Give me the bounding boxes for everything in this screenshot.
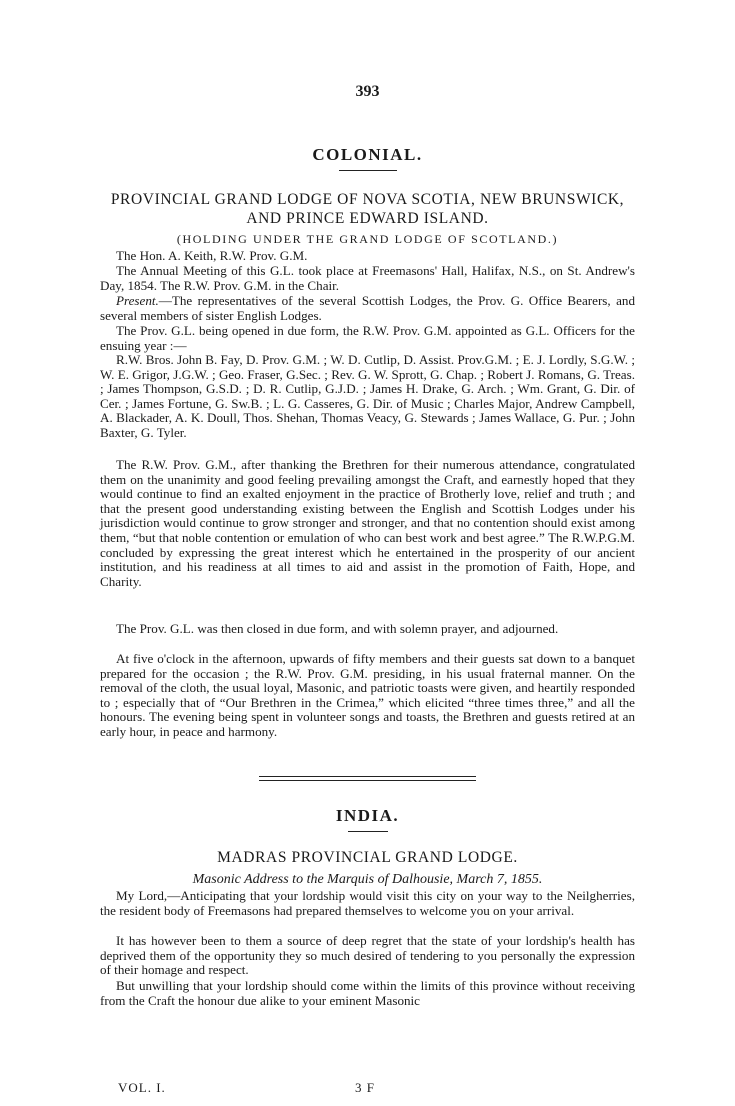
section-divider — [259, 776, 476, 777]
paragraph: The Annual Meeting of this G.L. took place at Freemasons' Hall, Halifax, N.S., on St. Andrew's Day, 1854. The R.W. Prov. G.M. in the Chair. — [100, 263, 635, 293]
section-divider — [259, 780, 476, 781]
lodge-heading: PROVINCIAL GRAND LODGE OF NOVA SCOTIA, NEW BRUNSWICK, AND PRINCE EDWARD ISLAND. — [110, 191, 625, 227]
address-subheading: Masonic Address to the Marquis of Dalhousie, March 7, 1855. — [192, 872, 543, 887]
paragraph: It has however been to them a source of deep regret that the state of your lordship's health has deprived them of the opportunity they so much desired of tendering to you personally the expression of their homage and respect. — [100, 933, 635, 978]
volume-label: VOL. I. — [118, 1080, 166, 1095]
section-title-india: INDIA. — [335, 806, 400, 825]
signature-mark: 3 F — [355, 1080, 375, 1095]
title-rule — [339, 170, 397, 171]
madras-heading: MADRAS PROVINCIAL GRAND LODGE. — [217, 849, 518, 866]
officers-list: R.W. Bros. John B. Fay, D. Prov. G.M. ; W. D. Cutlip, D. Assist. Prov.G.M. ; E. J. Lordly, S.G.W. ; W. E. Grigor, J.G.W. ; Geo. Fraser, G.Sec. ; Rev. G. W. Sprott, G. Chap. ; Robert J. Romans, G. Treas. ; James Thompson, G.S.D. ; D. R. Cutlip, G.J.D. ; James H. Drake, G. Arch. ; Wm. Grant, G. Dir. of Cer. ; James Fortune, G. Sw.B. ; L. G. Casseres, G. Dir. of Music ; Charles Major, Andrew Campbell, A. Blackader, A. K. Doull, Thos. Shehan, Thomas Veacy, G. Stewards ; James Wallace, G. Pur. ; John Baxter, G. Tyler. — [100, 352, 635, 440]
lodge-subheading: (HOLDING UNDER THE GRAND LODGE OF SCOTLAND.) — [176, 232, 559, 246]
paragraph: But unwilling that your lordship should come within the limits of this province without receiving from the Craft the honour due alike to your eminent Masonic — [100, 978, 635, 1008]
page-number: 393 — [355, 83, 380, 100]
paragraph: The Prov. G.L. being opened in due form, the R.W. Prov. G.M. appointed as G.L. Officers for the ensuing year :— — [100, 323, 635, 353]
present-label: Present. — [116, 293, 159, 308]
paragraph: My Lord,—Anticipating that your lordship would visit this city on your way to the Neilgherries, the resident body of Freemasons had prepared themselves to welcome you on your arrival. — [100, 888, 635, 918]
paragraph: The Prov. G.L. was then closed in due form, and with solemn prayer, and adjourned. — [116, 621, 559, 636]
paragraph: At five o'clock in the afternoon, upwards of fifty members and their guests sat down to a banquet prepared for the occasion ; the R.W. Prov. G.M. presiding, in his usual fraternal manner. On the removal of the cloth, the usual loyal, Masonic, and patriotic toasts were given, and heartily responded to ; especially that of “Our Brethren in the Crimea,” which elicited “three times three,” and all the honours. The evening being spent in volunteer songs and toasts, the Brethren and guests retired at an early hour, in peace and harmony. — [100, 651, 635, 739]
paragraph: The R.W. Prov. G.M., after thanking the Brethren for their numerous attendance, congratulated them on the unanimity and good feeling prevailing amongst the Craft, and earnestly hoped that they would continue to find an exalted enjoyment in the practice of Brotherly love, relief and truth ; and that the present good understanding existing between the English and Scottish Lodges under his jurisdiction would continue to grow stronger and stronger, and that no contention should exist among them, “but that noble contention or emulation of who can best work and best agree.” The R.W.P.G.M. concluded by expressing the great interest which he entertained in the prosperity of our ancient institution, and his readiness at all times to aid and assist in the promotion of Faith, Hope, and Charity. — [100, 457, 635, 589]
paragraph: The Hon. A. Keith, R.W. Prov. G.M. — [116, 248, 308, 263]
present-text: —The representatives of the several Scottish Lodges, the Prov. G. Office Bearers, and several members of sister English Lodges. — [100, 293, 635, 323]
paragraph-present — [100, 294, 635, 323]
section-title-colonial: COLONIAL. — [312, 145, 423, 164]
title-rule — [348, 831, 388, 832]
